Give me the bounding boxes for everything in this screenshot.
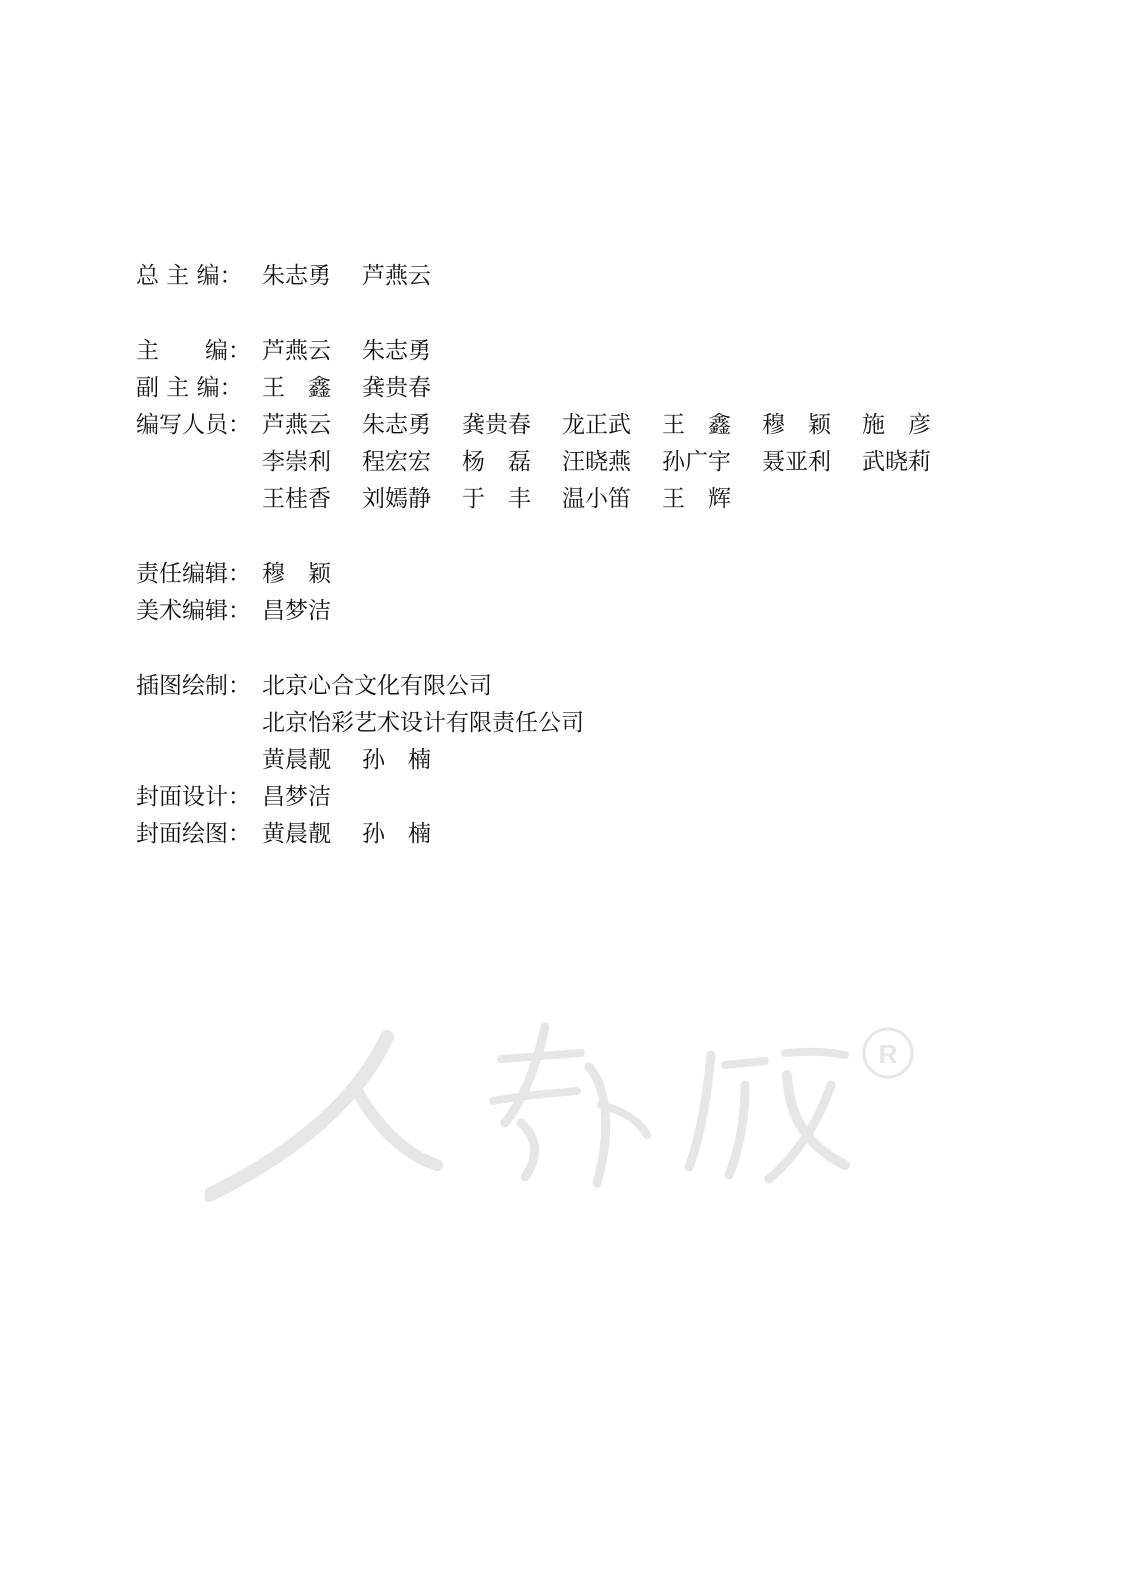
chief-editor-label: 总 主 编： — [136, 263, 243, 289]
deputy-editor-name: 龚贵春 — [362, 375, 431, 401]
illustration-credit: 北京心合文化有限公司 — [262, 673, 492, 699]
writer-name: 王 辉 — [662, 486, 731, 512]
illustration-credit: 北京怡彩艺术设计有限责任公司 — [262, 710, 584, 736]
writer-name: 龙正武 — [562, 412, 631, 438]
writer-name: 王 鑫 — [662, 412, 731, 438]
writer-name: 聂亚利 — [762, 449, 831, 475]
writers-line — [262, 407, 996, 444]
writer-name: 龚贵春 — [462, 412, 531, 438]
writer-name: 穆 颖 — [762, 412, 831, 438]
responsible-editor-name: 穆 颖 — [262, 561, 331, 587]
writer-name: 于 丰 — [462, 486, 531, 512]
deputy-editor-name: 王 鑫 — [262, 375, 331, 401]
illustration-credit: 孙 楠 — [362, 747, 431, 773]
writer-name: 施 彦 — [862, 412, 931, 438]
cover-drawing-row — [136, 816, 996, 853]
editor-row — [136, 333, 996, 370]
cover-design-label: 封面设计： — [136, 784, 251, 810]
deputy-editor-row — [136, 370, 996, 407]
writer-name: 杨 磊 — [462, 449, 531, 475]
cover-drawing-label: 封面绘图： — [136, 821, 251, 847]
art-editor-label: 美术编辑： — [136, 598, 251, 624]
writers-label: 编写人员： — [136, 412, 251, 438]
chief-editor-name: 朱志勇 — [262, 263, 331, 289]
writers-line — [262, 481, 996, 518]
writer-name: 刘嫣静 — [362, 486, 431, 512]
writer-name: 芦燕云 — [262, 412, 331, 438]
editor-label: 主 编： — [136, 338, 251, 364]
art-editor-row — [136, 593, 996, 630]
writer-name: 程宏宏 — [362, 449, 431, 475]
chief-editor-row — [136, 258, 996, 295]
writer-name: 李崇利 — [262, 449, 331, 475]
responsible-editor-label: 责任编辑： — [136, 561, 251, 587]
art-editor-name: 昌梦洁 — [262, 598, 331, 624]
illustration-credit: 黄晨靓 — [262, 747, 331, 773]
writer-name: 武晓莉 — [862, 449, 931, 475]
writer-name: 王桂香 — [262, 486, 331, 512]
deputy-editor-label: 副 主 编： — [136, 375, 243, 401]
writer-name: 朱志勇 — [362, 412, 431, 438]
cover-design-row — [136, 779, 996, 816]
editor-name: 朱志勇 — [362, 338, 431, 364]
publisher-logo-watermark — [205, 1015, 925, 1205]
writers-line — [262, 444, 996, 481]
editor-name: 芦燕云 — [262, 338, 331, 364]
cover-drawing-name: 黄晨靓 — [262, 821, 331, 847]
writers-row — [136, 407, 996, 518]
svg-text:R: R — [878, 1039, 898, 1069]
cover-design-name: 昌梦洁 — [262, 784, 331, 810]
cover-drawing-name: 孙 楠 — [362, 821, 431, 847]
chief-editor-name: 芦燕云 — [362, 263, 431, 289]
illustration-row — [136, 668, 996, 779]
illustration-label: 插图绘制： — [136, 673, 251, 699]
responsible-editor-row — [136, 556, 996, 593]
writer-name: 汪晓燕 — [562, 449, 631, 475]
writer-name: 孙广宇 — [662, 449, 731, 475]
credits-list — [136, 258, 996, 853]
writer-name: 温小笛 — [562, 486, 631, 512]
